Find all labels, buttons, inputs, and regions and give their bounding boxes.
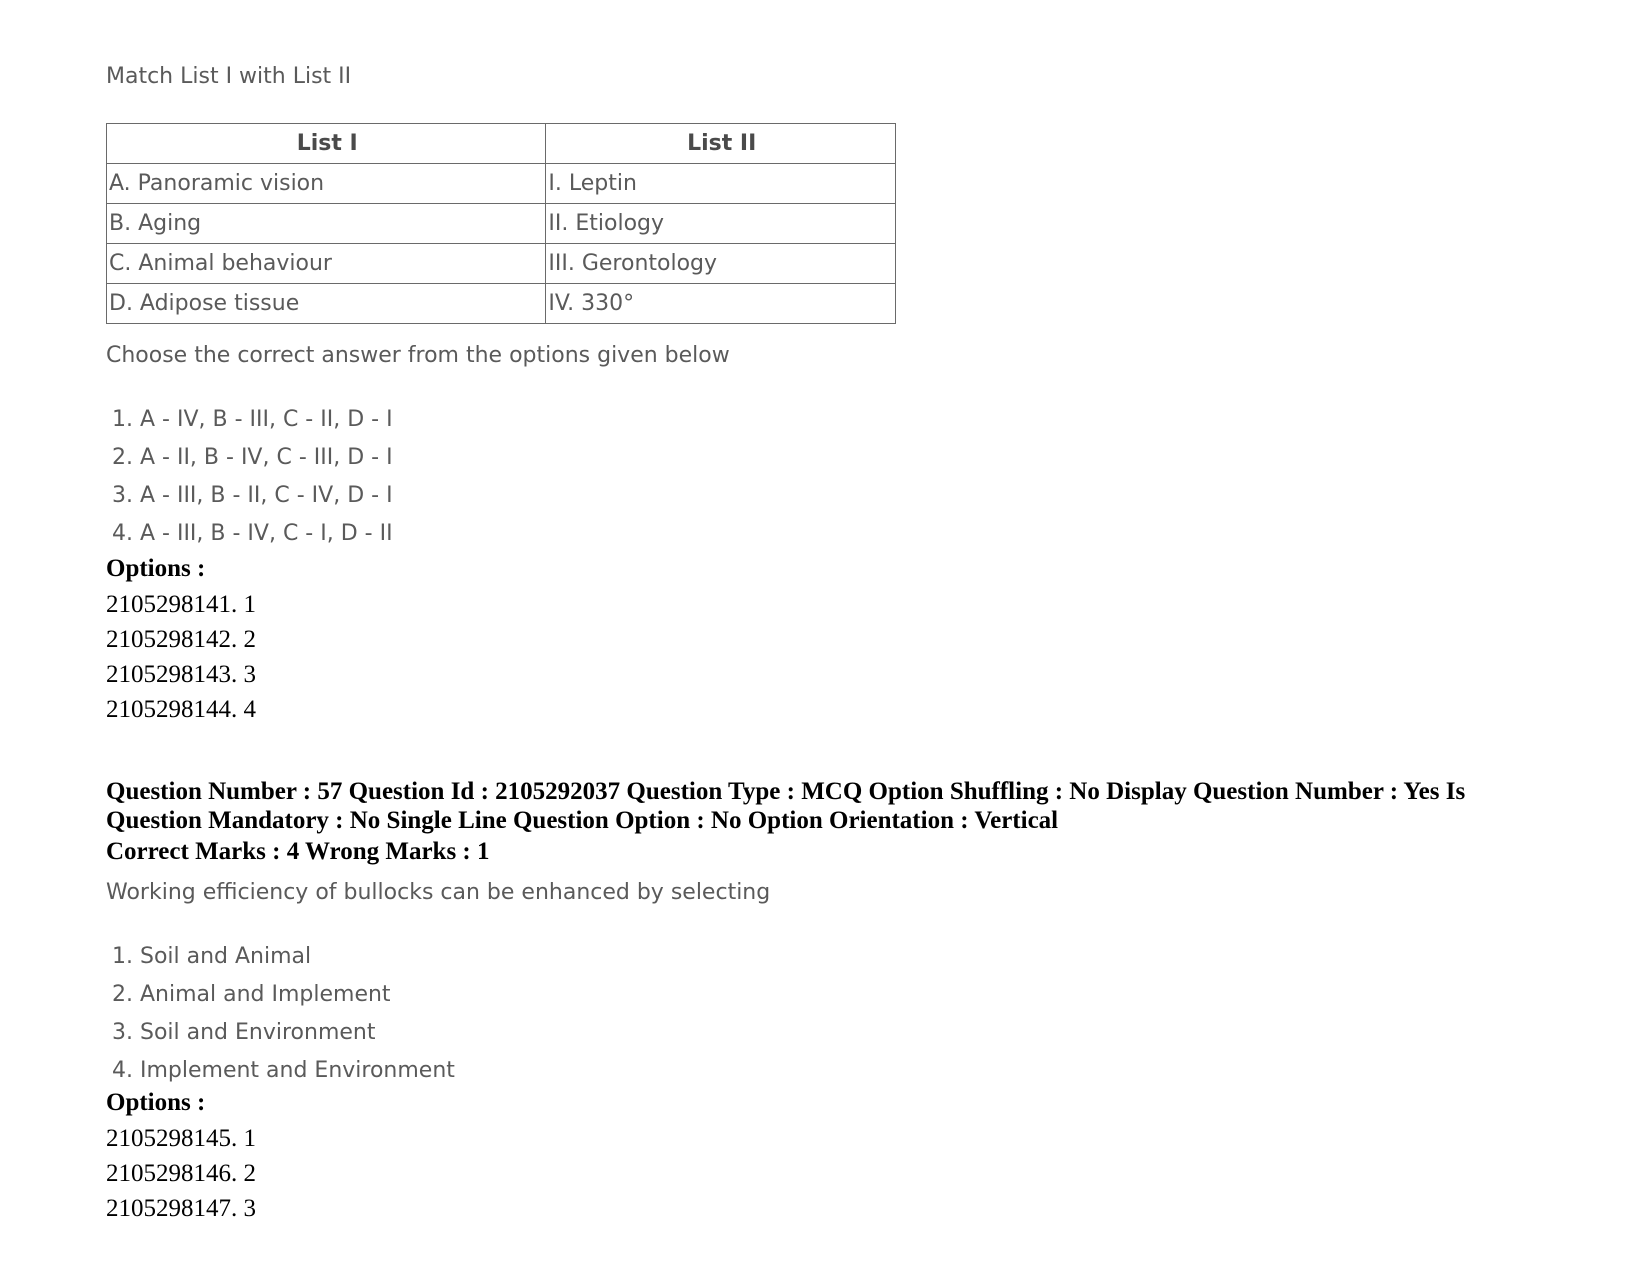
- question-instruction: Choose the correct answer from the options given below: [106, 343, 730, 368]
- table-cell: C. Animal behaviour: [107, 244, 546, 284]
- table-row: [107, 204, 896, 244]
- list-item: 2105298147. 3: [106, 1195, 256, 1222]
- table-row: [107, 164, 896, 204]
- list-item: 2105298145. 1: [106, 1125, 256, 1152]
- question-intro: Match List I with List II: [106, 64, 352, 89]
- list-item: 2105298141. 1: [106, 591, 256, 618]
- table-cell: III. Gerontology: [546, 244, 896, 284]
- options-list: [106, 587, 256, 727]
- table-cell: A. Panoramic vision: [107, 164, 546, 204]
- list-item: 4. Implement and Environment: [112, 1058, 455, 1083]
- match-table: [106, 123, 896, 324]
- question-text: Working efficiency of bullocks can be enhanced by selecting: [106, 880, 771, 905]
- table-row: [107, 284, 896, 324]
- list-item: 2. A - II, B - IV, C - III, D - I: [112, 445, 393, 470]
- question-marks: Correct Marks : 4 Wrong Marks : 1: [106, 838, 490, 865]
- table-cell: II. Etiology: [546, 204, 896, 244]
- list-item: 2. Animal and Implement: [112, 982, 391, 1007]
- options-list: [106, 1121, 256, 1226]
- list-item: 3. A - III, B - II, C - IV, D - I: [112, 483, 393, 508]
- table-cell: B. Aging: [107, 204, 546, 244]
- list-item: 2105298142. 2: [106, 626, 256, 653]
- list-item: 2105298144. 4: [106, 696, 256, 723]
- list-item: 4. A - III, B - IV, C - I, D - II: [112, 521, 393, 546]
- answer-choice-list: [112, 938, 455, 1090]
- list-item: 1. A - IV, B - III, C - II, D - I: [112, 407, 393, 432]
- table-header-list-ii: List II: [546, 124, 896, 164]
- table-row: [107, 244, 896, 284]
- options-label: Options :: [106, 1089, 206, 1116]
- answer-choice-list: [112, 401, 393, 553]
- list-item: 3. Soil and Environment: [112, 1020, 376, 1045]
- list-item: 2105298143. 3: [106, 661, 256, 688]
- table-cell: I. Leptin: [546, 164, 896, 204]
- question-metadata: Question Number : 57 Question Id : 2105292037 Question Type : MCQ Option Shuffling : No Display Question Number : Yes Is Question Mandatory : No Single Line Question Option : No Option Orientation : Vertical: [106, 778, 1466, 834]
- list-item: 1. Soil and Animal: [112, 944, 312, 969]
- table-header-row: [107, 124, 896, 164]
- table-header-list-i: List I: [107, 124, 546, 164]
- list-item: 2105298146. 2: [106, 1160, 256, 1187]
- table-cell: D. Adipose tissue: [107, 284, 546, 324]
- options-label: Options :: [106, 555, 206, 582]
- table-cell: IV. 330°: [546, 284, 896, 324]
